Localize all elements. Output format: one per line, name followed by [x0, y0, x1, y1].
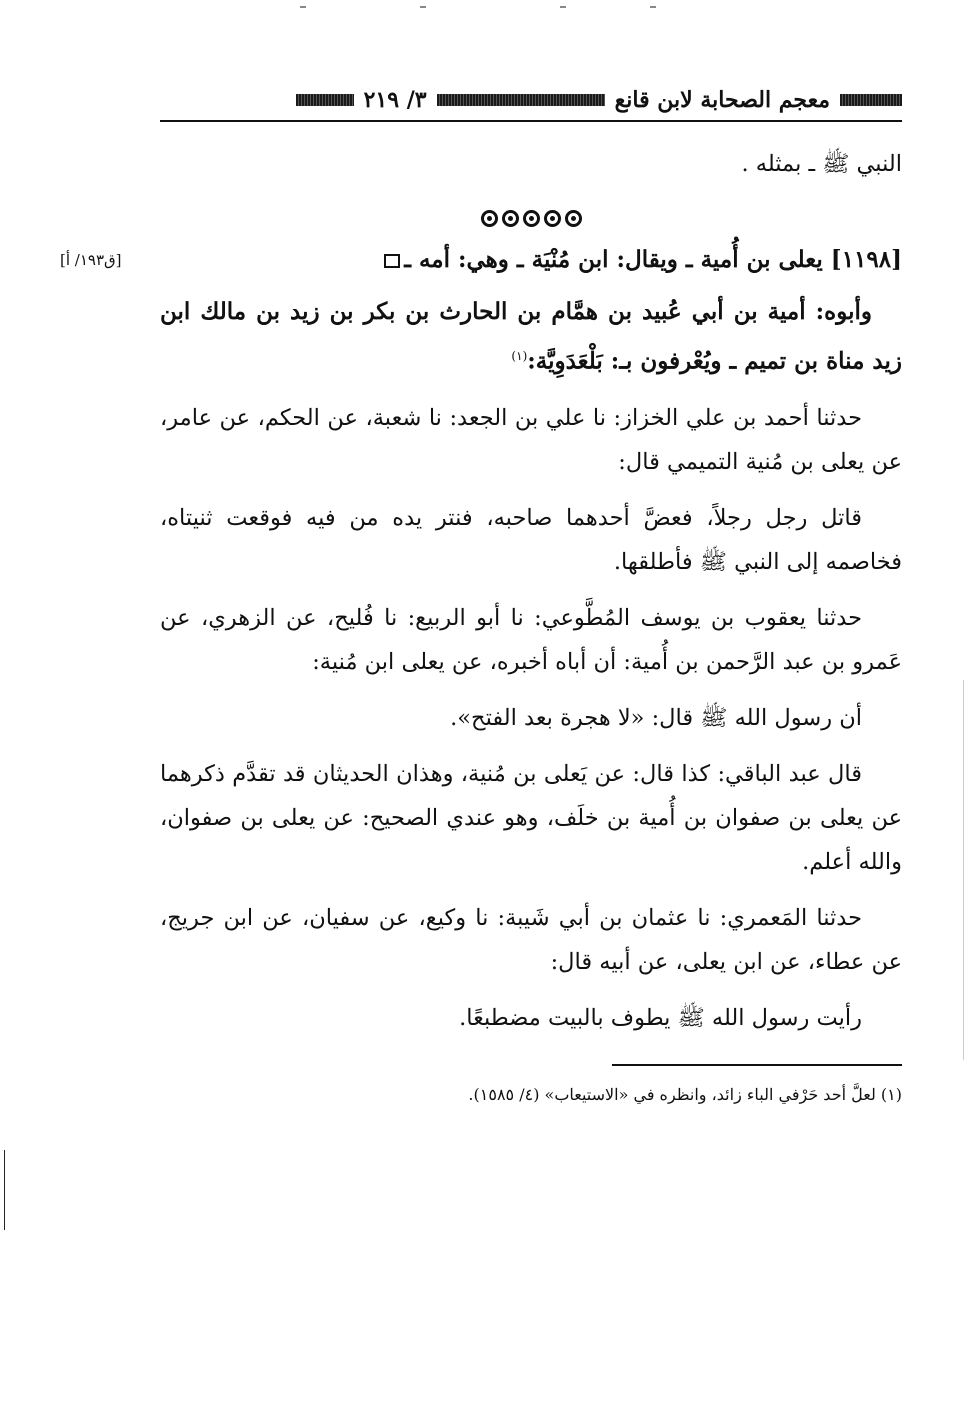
paragraph: أن رسول الله ﷺ قال: «لا هجرة بعد الفتح». [450, 704, 862, 731]
footnote: (١) لعلَّ أحد حَرْفي الباء زائد، وانظره في «الاستيعاب» (٤/ ١٥٨٥). [468, 1084, 902, 1104]
page-number: ٣/ ٢١٩ [363, 87, 427, 113]
paragraph: قاتل رجل رجلاً، فعضَّ أحدهما صاحبه، فنتر يده من فيه فوقعت ثنيتاه، فخاصمه إلى النبي ﷺ فأطلقها. [160, 504, 902, 575]
divider-ornament-icon [565, 210, 582, 227]
header-ornament [296, 94, 354, 106]
crop-mark [300, 6, 306, 8]
entry-heading-text: [١١٩٨] يعلى بن أُمية ـ ويقال: ابن مُنْيَة ـ وهي: أمه ـ [404, 246, 902, 273]
entry-heading [60, 238, 902, 282]
paragraph: رأيت رسول الله ﷺ يطوف بالبيت مضطبعًا. [459, 1004, 862, 1031]
paragraph: حدثنا يعقوب بن يوسف المُطَّوعي: نا أبو الربيع: نا فُليح، عن الزهري، عن عَمرو بن عبد الرَّحمن بن أُمية: أن أباه أخبره، عن يعلى ابن مُنية: [160, 604, 902, 675]
header-rule [160, 120, 902, 122]
divider-ornament-icon [544, 210, 561, 227]
footnote-separator [612, 1064, 902, 1066]
paragraph: حدثنا المَعمري: نا عثمان بن أبي شَيبة: نا وكيع، عن سفيان، عن ابن جريج، عن عطاء، عن ابن يعلى، عن أبيه قال: [160, 904, 902, 975]
scan-edge-mark [4, 1150, 5, 1230]
scan-edge-mark [963, 680, 964, 1060]
crop-mark [420, 6, 426, 8]
divider-ornament-icon [481, 210, 498, 227]
paragraph: حدثنا أحمد بن علي الخزاز: نا علي بن الجعد: نا شعبة، عن الحكم، عن عامر، عن يعلى بن مُنية التميمي قال: [160, 404, 902, 475]
entry-lineage [160, 290, 902, 384]
box-icon [384, 254, 400, 268]
manuscript-margin-ref: [ق١٩٣/ أ] [60, 251, 122, 269]
crop-mark [650, 6, 656, 8]
header-ornament [437, 94, 605, 106]
lineage-text: وأبوه: أمية بن أبي عُبيد بن همَّام بن الحارث بن بكر بن زيد بن مالك ابن زيد مناة بن تميم ـ ويُعْرفون بـ: بَلْعَدَوِيَّة: [160, 298, 902, 375]
continuation-line: النبي ﷺ ـ بمثله . [741, 151, 902, 177]
divider-ornament-icon [523, 210, 540, 227]
paragraph: قال عبد الباقي: كذا قال: عن يَعلى بن مُنية، وهذان الحديثان قد تقدَّم ذكرهما عن يعلى بن صفوان بن أُمية بن خلَف، وهو عندي الصحيح: عن يعلى بن صفوان، والله أعلم. [160, 760, 902, 875]
divider-ornament-icon [502, 210, 519, 227]
running-header [160, 78, 902, 122]
header-ornament [840, 94, 902, 106]
section-divider [160, 200, 902, 236]
header-title: معجم الصحابة لابن قانع [614, 87, 830, 113]
footnote-marker: (١) [511, 349, 528, 363]
crop-mark [560, 6, 566, 8]
book-page [60, 78, 902, 1378]
